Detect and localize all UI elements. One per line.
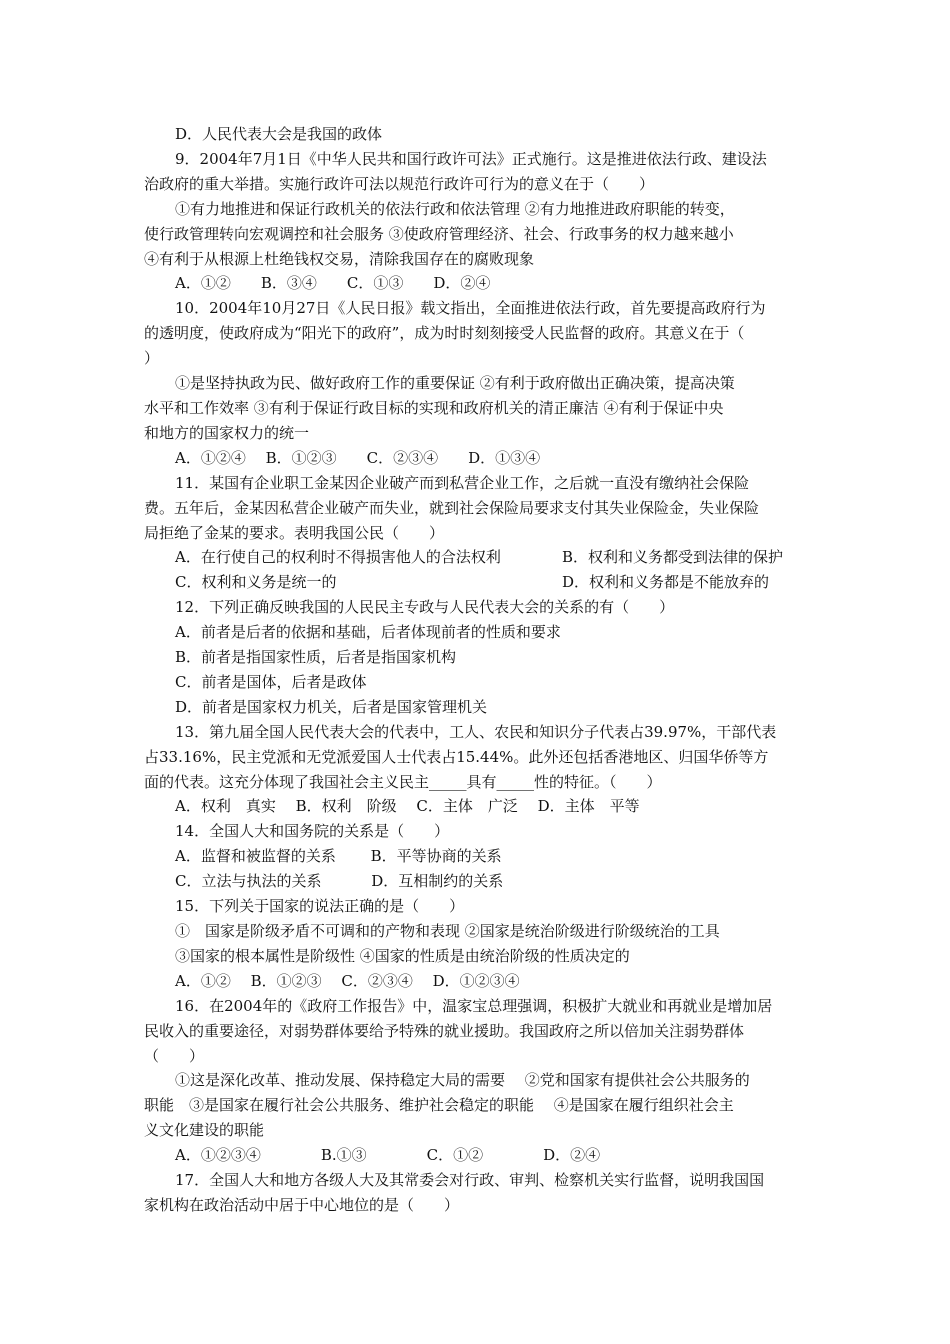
question-11-stem-end: 局拒绝了金某的要求。表明我国公民（ ） [144,523,445,542]
question-10-stem: 10．2004年10月27日《人民日报》载文指出，全面推进依法行政，首先要提高政府行为 [175,299,766,318]
question-15-options: A．①② B．①②③ C．②③④ D．①②③④ [175,971,520,990]
question-16-statements-cont: 职能 ③是国家在履行社会公共服务、维护社会稳定的职能 ④是国家在履行组织社会主 [144,1096,734,1115]
question-9-statements-end: ④有利于从根源上杜绝钱权交易，清除我国存在的腐败现象 [144,249,535,268]
question-16-stem: 16．在2004年的《政府工作报告》中，温家宝总理强调，积极扩大就业和再就业是增加居 [175,996,773,1015]
question-11-options-cd [144,570,810,595]
question-9-options: A．①② B．③④ C．①③ D．②④ [175,274,491,293]
option-a-q12: A．前者是后者的依据和基础，后者体现前者的性质和要求 [175,623,561,642]
question-10-statements: ①是坚持执政为民、做好政府工作的重要保证 ②有利于政府做出正确决策，提高决策 [175,374,735,393]
question-9-statements-cont: 使行政管理转向宏观调控和社会服务 ③使政府管理经济、社会、行政事务的权力越来越小 [144,224,734,243]
question-9-stem: 9．2004年7月1日《中华人民共和国行政许可法》正式施行。这是推进依法行政、建设法 [175,149,767,168]
question-9-stem-cont: 治政府的重大举措。实施行政许可法以规范行政许可行为的意义在于（ ） [144,174,655,193]
question-10-paren: ） [144,349,160,368]
question-16-statements-end: 义文化建设的职能 [144,1121,265,1140]
option-c-q12: C．前者是国体，后者是政体 [175,672,367,691]
question-10-statements-end: 和地方的国家权力的统一 [144,423,310,442]
option-d-q12: D．前者是国家权力机关，后者是国家管理机关 [175,697,488,716]
option-a-q11: A．在行使自己的权利时不得损害他人的合法权利 [175,548,501,567]
question-13-stem: 13．第九届全国人民代表大会的代表中，工人、农民和知识分子代表占39.97%，干部代表 [175,722,777,741]
document-page [144,122,810,1218]
question-11-options-ab [144,545,810,570]
question-13-options: A．权利 真实 B．权利 阶级 C．主体 广泛 D．主体 平等 [175,797,640,816]
question-9-statements: ①有力地推进和保证行政机关的依法行政和依法管理 ②有力地推进政府职能的转变， [175,199,735,218]
option-c-q11: C．权利和义务是统一的 [175,573,337,592]
question-10-statements-cont: 水平和工作效率 ③有利于保证行政目标的实现和政府机关的清正廉洁 ④有利于保证中央 [144,398,724,417]
question-17-stem: 17．全国人大和地方各级人大及其常委会对行政、审判、检察机关实行监督，说明我国国 [175,1171,765,1190]
question-11-stem-cont: 费。五年后，金某因私营企业破产而失业，就到社会保险局要求支付其失业保险金，失业保险 [144,498,760,517]
question-11-stem: 11．某国有企业职工金某因企业破产而到私营企业工作，之后就一直没有缴纳社会保险 [175,473,750,492]
question-14-stem: 14．全国人大和国务院的关系是（ ） [175,822,450,841]
question-13-stem-end: 面的代表。这充分体现了我国社会主义民主_____具有_____性的特征。（ ） [144,772,662,791]
question-16-statements: ①这是深化改革、推动发展、保持稳定大局的需要 ②党和国家有提供社会公共服务的 [175,1071,750,1090]
question-14-options-cd: C．立法与执法的关系 D．互相制约的关系 [175,872,504,891]
question-16-stem-cont: 民收入的重要途径，对弱势群体要给予特殊的就业援助。我国政府之所以倍加关注弱势群体 [144,1021,745,1040]
question-17-stem-cont: 家机构在政治活动中居于中心地位的是（ ） [144,1195,460,1214]
question-10-options: A．①②④ B．①②③ C．②③④ D．①③④ [175,448,541,467]
option-b-q11: B．权利和义务都受到法律的保护 [562,548,784,567]
question-14-options-ab: A．监督和被监督的关系 B．平等协商的关系 [175,847,502,866]
question-13-stem-cont: 占33.16%，民主党派和无党派爱国人士代表占15.44%。此外还包括香港地区、归国华侨等方 [144,747,769,766]
option-d-q8: D．人民代表大会是我国的政体 [175,125,383,143]
question-10-stem-cont: 的透明度，使政府成为“阳光下的政府”，成为时时刻刻接受人民监督的政府。其意义在于（ [144,324,745,343]
question-15-statements: ① 国家是阶级矛盾不可调和的产物和表现 ②国家是统治阶级进行阶级统治的工具 [175,922,720,940]
question-16-paren: （ ） [144,1046,205,1065]
question-15-stem: 15．下列关于国家的说法正确的是（ ） [175,897,465,916]
question-16-options: A．①②③④ B.①③ C．①② D．②④ [175,1146,601,1165]
option-b-q12: B．前者是指国家性质，后者是指国家机构 [175,648,457,667]
question-15-statements-cont: ③国家的根本属性是阶级性 ④国家的性质是由统治阶级的性质决定的 [175,946,630,965]
option-d-q11: D．权利和义务都是不能放弃的 [562,573,770,592]
question-12-stem: 12．下列正确反映我国的人民民主专政与人民代表大会的关系的有（ ） [175,598,675,617]
